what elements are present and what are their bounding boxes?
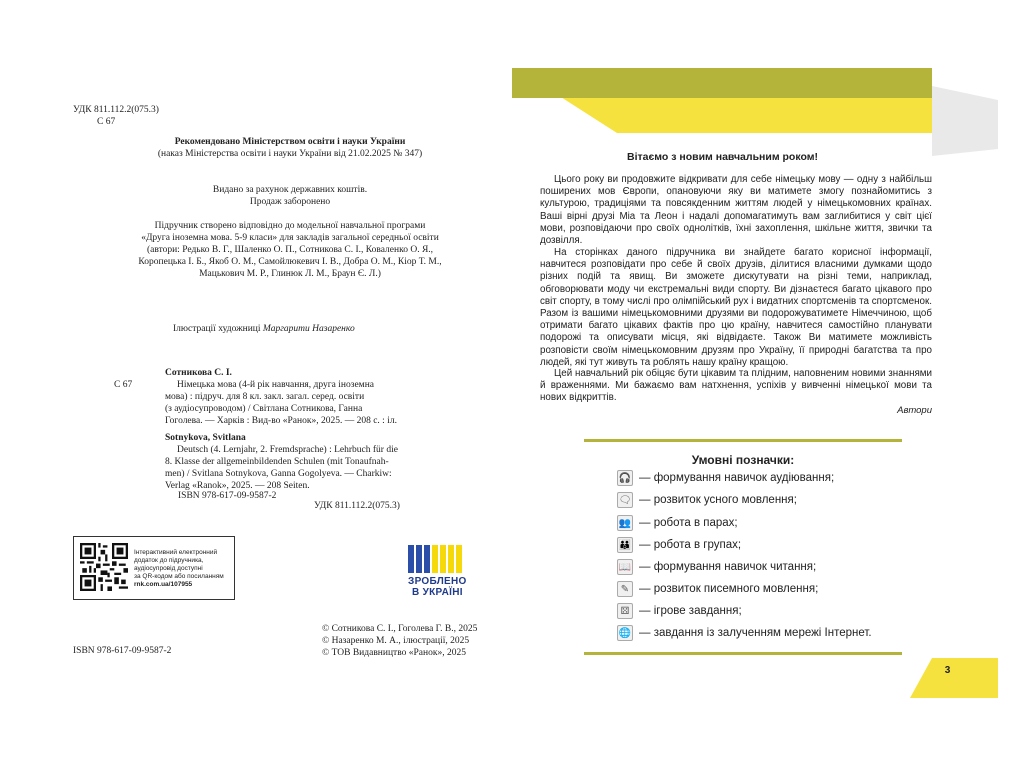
- illustrations-credit: [173, 323, 355, 335]
- illustrations-label: Ілюстрації художниці: [173, 324, 261, 334]
- udk-code-top: УДК 811.112.2(075.3): [73, 105, 159, 115]
- copyright-line: © Назаренко М. А., ілюстрації, 2025: [322, 636, 470, 646]
- page-corner-decoration: [932, 86, 998, 156]
- qr-code-icon[interactable]: [80, 543, 128, 591]
- isbn-bottom: ISBN 978-617-09-9587-2: [73, 646, 172, 656]
- made-in-ukraine-logo: [408, 545, 470, 605]
- qr-caption-line: додаток до підручника,: [134, 557, 204, 564]
- legend-text: — ігрове завдання;: [639, 605, 742, 617]
- description-line: Гоголева. — Харків : Вид-во «Ранок», 2025. — 208 с. : іл.: [165, 416, 397, 426]
- description-de: [165, 444, 415, 492]
- catalog-code-mid: С 67: [114, 380, 133, 390]
- intro-paragraph: Цей навчальний рік обіцяє бути цікавим та плідним, наповненим новими знаннями й враженнями. Ми бажаємо вам натхнення, успіхів у вивченні німецької мови та нових відкриттів.: [540, 368, 932, 404]
- qr-link[interactable]: rnk.com.ua/107955: [134, 581, 193, 588]
- legend-item: [617, 602, 742, 620]
- program-line: «Друга іноземна мова. 5-9 класи» для закладів загальної середньої освіти: [141, 233, 439, 243]
- copyright-line: © ТОВ Видавництво «Ранок», 2025: [322, 648, 466, 658]
- header-banner: [512, 68, 932, 98]
- recommendation-line: Рекомендовано Міністерством освіти і науки України: [174, 137, 406, 147]
- flag-bars-icon: [408, 545, 470, 573]
- legend-item: [617, 536, 741, 554]
- legend-item: [617, 469, 834, 487]
- isbn-mid: ISBN 978-617-09-9587-2: [178, 491, 277, 501]
- illustrator-name: Маргарити Назаренко: [262, 324, 355, 334]
- legend-item: [617, 558, 816, 576]
- signature: Автори: [897, 405, 932, 416]
- legend-item: [617, 491, 797, 509]
- funding-line: Видано за рахунок державних коштів.: [212, 185, 368, 195]
- page-number-badge: [910, 658, 998, 698]
- program-note: [90, 220, 490, 280]
- program-line: Підручник створено відповідно до модельної навчальної програми: [154, 221, 426, 231]
- udk-code-mid: УДК 811.112.2(075.3): [314, 501, 400, 511]
- legend-text: — робота в парах;: [639, 517, 738, 529]
- program-line: Коропецька І. Б., Якоб О. М., Самойлюкевич І. В., Добра О. М., Кіор Т. М.,: [138, 257, 442, 267]
- intro-paragraph: На сторінках даного підручника ви знайдете багато корисної інформації, навчитеся розповідати про себе й своїх друзів, ділитися власними думками щодо різних подій та явищ. Ви зможете дискутувати на різні теми, наприклад, обговорювати моду чи екстремальні види спорту. Ви дізнаєтеся багато цікавого про світ спорту, в тому числі про олімпійський рух і видатних спортсменів та спортсменок. Разом із вашими німецькомовними друзями ви подорожуватимете Німеччиною, щоб отримати багато цікавих фактів про цю країну, навчитеся самостійно планувати подорожі та описувати місця, які відвідаєте. Також Ви матимете можливість розповісти своїм німецькомовним друзям про Україну, її природні багатства та про людей, які тут живуть та роблять нашу країну кращою.: [540, 247, 932, 368]
- legend-text: — розвиток усного мовлення;: [639, 494, 797, 506]
- copyright-line: © Сотникова С. І., Гоголева Г. В., 2025: [322, 624, 478, 634]
- speech-icon: 🗨: [617, 492, 633, 508]
- publishing-note: [100, 184, 480, 208]
- legend-divider-top: [584, 439, 902, 442]
- description-line: 8. Klasse der allgemeinbildenden Schulen (mit Tonaufnah-: [165, 457, 389, 467]
- legend-item: [617, 580, 818, 598]
- book-icon: 📖: [617, 559, 633, 575]
- qr-caption-line: за QR-кодом або посиланням: [134, 573, 224, 580]
- legend-title: Умовні позначки:: [691, 453, 795, 467]
- sale-line: Продаж заборонено: [249, 197, 331, 207]
- description-line: мова) : підруч. для 8 кл. закл. загал. серед. освіти: [165, 392, 365, 402]
- recommendation-block: [100, 136, 480, 160]
- header-banner-accent: [512, 98, 932, 133]
- page-number: 3: [944, 665, 951, 676]
- recommendation-order: (наказ Міністерства освіти і науки України від 21.02.2025 № 347): [157, 149, 423, 159]
- logo-text: ЗРОБЛЕНО: [408, 576, 467, 587]
- headphones-icon: 🎧: [617, 470, 633, 486]
- globe-icon: 🌐: [617, 625, 633, 641]
- intro-paragraph: Цього року ви продовжите відкривати для себе німецьку мову — одну з найбільш поширених мов Європи, опановуючи яку ви матимете змогу познайомитись з культурою, традиціями та повсякденним життям людей у німецькомовних країнах. Ваші вірні друзі Міа та Леон і надалі допомагатимуть вам заглибитися у світ цієї мови, розповідаючи про своїх однолітків, їхні захоплення, шкільне життя, звички та дозвілля.: [540, 174, 932, 247]
- description-line: (з аудіосупроводом) / Світлана Сотникова, Ганна: [165, 404, 363, 414]
- logo-text: В УКРАЇНІ: [412, 587, 463, 598]
- description-ua: [165, 379, 415, 427]
- author-ua: Сотникова С. І.: [165, 368, 232, 378]
- qr-caption-line: Інтерактивний електронний: [134, 549, 218, 556]
- legend-text: — завдання із залученням мережі Інтернет.: [639, 627, 872, 639]
- legend-item: [617, 624, 872, 642]
- description-line: men) / Svitlana Sotnykova, Ganna Gogolyeva. — Charkiw:: [165, 469, 392, 479]
- pair-icon: 👥: [617, 515, 633, 531]
- catalog-code-top: С 67: [97, 117, 116, 127]
- dice-icon: ⚄: [617, 603, 633, 619]
- program-line: (автори: Редько В. Г., Шаленко О. П., Сотникова С. І., Коваленко О. Я.,: [146, 245, 434, 255]
- qr-code-box: [73, 536, 235, 600]
- group-icon: 👪: [617, 537, 633, 553]
- qr-caption: [134, 549, 234, 589]
- page-title: Вітаємо з новим навчальним роком!: [627, 151, 818, 163]
- author-de: Sotnykova, Svitlana: [165, 433, 246, 443]
- qr-caption-line: аудіосупровід доступні: [134, 565, 203, 572]
- pencil-icon: ✎: [617, 581, 633, 597]
- program-line: Мацькович М. Р., Глинюк Л. М., Браун Є. Л.): [199, 269, 381, 279]
- legend-text: — формування навичок аудіювання;: [639, 472, 835, 484]
- description-line: Deutsch (4. Lernjahr, 2. Fremdsprache) : Lehrbuch für die: [177, 445, 398, 455]
- description-line: Німецька мова (4-й рік навчання, друга іноземна: [177, 380, 374, 390]
- description-line: Verlag «Ranok», 2025. — 208 Seiten.: [165, 481, 310, 491]
- copyright-block: [322, 623, 477, 659]
- legend-divider-bottom: [584, 652, 902, 655]
- legend-text: — робота в групах;: [639, 539, 742, 551]
- legend-text: — розвиток писемного мовлення;: [639, 583, 819, 595]
- legend-item: [617, 514, 738, 532]
- legend-text: — формування навичок читання;: [639, 561, 817, 573]
